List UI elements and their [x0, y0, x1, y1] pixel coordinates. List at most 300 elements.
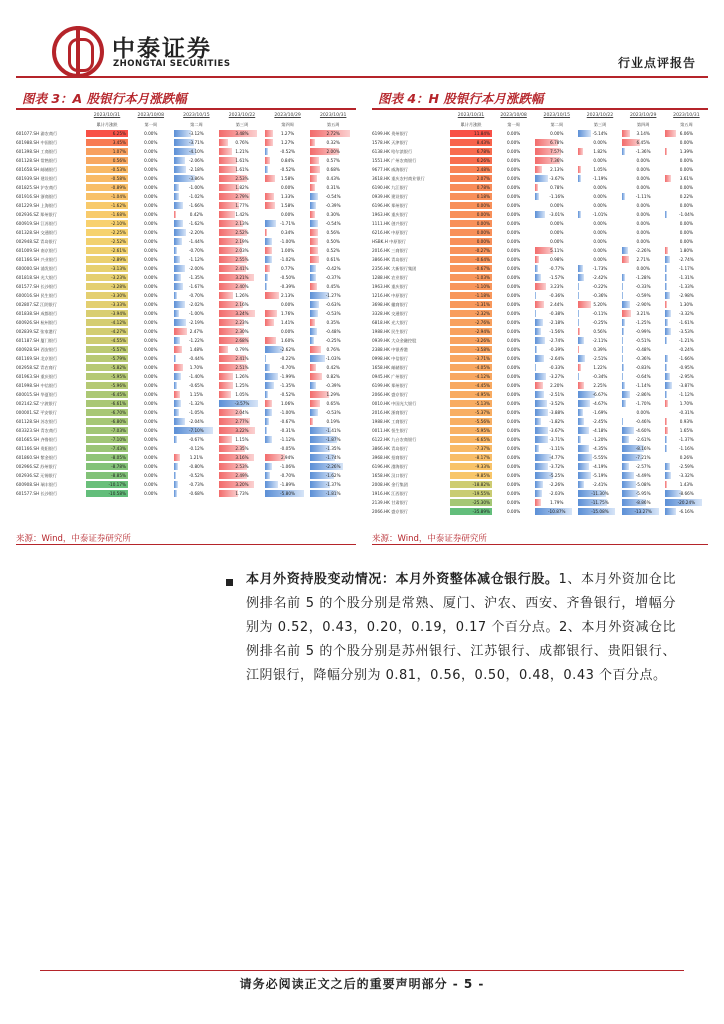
figure4-weekly-value: -2.51% [549, 392, 565, 397]
figure3-weekly-value: 0.00% [144, 428, 158, 433]
figure4-cumulative-value: -9.85% [450, 472, 492, 479]
figure3-weekly-value: 2.94% [280, 455, 295, 460]
figure4-weekly-value: -4.60% [635, 428, 651, 433]
figure3-table-row [16, 346, 356, 353]
figure4-weekly-value: 0.00% [506, 275, 521, 280]
figure4-weekly-value: 2.71% [636, 257, 650, 262]
figure3-cumulative-value: -4.12% [86, 319, 128, 326]
figure4-weekly-value: -1.28% [635, 275, 651, 280]
figure4-weekly-value: -8.16% [635, 446, 651, 451]
figure4-weekly-value: -3.52% [549, 401, 565, 406]
figure4-weekly-value: -3.71% [549, 437, 565, 442]
figure4-bank-name: 6196.HK 郑州银行 [372, 203, 408, 208]
figure4-bank-name: 1288.HK 农业银行 [372, 275, 408, 280]
figure3-weekly-value: 0.00% [144, 176, 158, 181]
figure3-weekly-value: -0.37% [325, 275, 341, 280]
figure4-weekly-value: 0.00% [506, 392, 521, 397]
figure3-weekly-value: -3.12% [188, 131, 204, 136]
figure4-weekly-value: 1.65% [679, 428, 694, 433]
figure4-weekly-value: -1.33% [678, 284, 694, 289]
figure3-weekly-value: -0.42% [325, 266, 341, 271]
figure3-weekly-value: -1.03% [325, 356, 341, 361]
figure4-table-row [372, 418, 708, 425]
figure4-weekly-value: 0.00% [506, 167, 521, 172]
figure3-weekly-value: 0.00% [144, 167, 158, 172]
bullet-square-icon [226, 579, 233, 586]
figure3-bank-name: 601577.SH 长沙银行 [16, 491, 58, 496]
figure4-date-label: 2023/10/08 [500, 113, 527, 118]
figure4-bank-name: 2008.HK 金行集团 [372, 482, 408, 487]
figure4-weekly-value: -15.08% [591, 509, 609, 514]
figure3-weekly-value: 0.00% [144, 257, 158, 262]
figure4-weekly-value: 2.25% [593, 383, 607, 388]
figure4-weekly-value: -0.39% [549, 347, 565, 352]
figure3-weekly-value: -3.86% [188, 176, 204, 181]
figure4-table-row [372, 355, 708, 362]
figure4-table-row [372, 400, 708, 407]
figure4-weekly-value: 0.00% [506, 185, 521, 190]
figure4-weekly-value: 0.00% [679, 230, 694, 235]
figure3-cumulative-value: -4.55% [86, 337, 128, 344]
figure3-bank-name: 600919.SH 江苏银行 [16, 221, 58, 226]
figure4-weekly-value: -4.77% [549, 455, 565, 460]
figure4-weekly-value: -0.36% [592, 293, 608, 298]
figure3-weekly-value: 2.35% [235, 446, 249, 451]
figure4-weekly-value: -5.55% [592, 455, 608, 460]
figure3-weekly-value: 0.00% [144, 131, 158, 136]
figure3-weekly-value: -1.12% [188, 257, 204, 262]
figure3-weekly-value: 2.79% [235, 194, 249, 199]
figure4-weekly-value: 0.00% [506, 311, 521, 316]
figure3-cumulative-value: -0.53% [86, 166, 128, 173]
figure4-column-header: 第二周 [550, 122, 564, 127]
figure3-weekly-value: 1.27% [280, 131, 295, 136]
figure3-bank-name: 601988.SH 中国银行 [16, 140, 58, 145]
figure4-weekly-value: -0.95% [678, 365, 694, 370]
figure4-cumulative-value: 0.00% [450, 220, 492, 227]
figure4-weekly-value: -2.42% [592, 275, 608, 280]
figure3-weekly-value: -0.67% [188, 437, 204, 442]
figure3-weekly-value: -3.57% [234, 401, 250, 406]
figure4-weekly-value: -1.37% [678, 437, 694, 442]
figure4-bank-name: 2388.HK 中银香港 [372, 347, 408, 352]
figure3-weekly-value: 0.00% [144, 239, 158, 244]
figure4-weekly-value: 0.00% [679, 158, 694, 163]
figure3-cumulative-value: -6.61% [86, 400, 128, 407]
figure4-weekly-value: 0.00% [506, 482, 521, 487]
figure4-table-row [372, 247, 708, 254]
figure3-weekly-value: 1.76% [280, 311, 295, 316]
figure3-weekly-value: -0.52% [280, 167, 295, 172]
figure4-weekly-value: 0.00% [550, 239, 564, 244]
figure4-table-row [372, 463, 708, 470]
figure4-table-row [372, 310, 708, 317]
figure3-weekly-value: 0.00% [144, 302, 158, 307]
figure4-cumulative-value: 0.00% [450, 211, 492, 218]
figure4-weekly-value: 3.14% [636, 131, 650, 136]
figure3-weekly-value: 2.52% [235, 230, 249, 235]
figure4-cumulative-value: 6.26% [450, 157, 492, 164]
figure4-cumulative-value: -0.27% [450, 247, 492, 254]
figure3-weekly-value: -1.00% [188, 185, 204, 190]
figure4-weekly-value: 5.20% [593, 302, 607, 307]
figure3-bank-name: 002807.SZ 江阴银行 [16, 302, 57, 307]
figure3-weekly-value: -1.37% [325, 482, 341, 487]
figure4-bank-name: 3328.HK 交通银行 [372, 311, 408, 316]
figure3-weekly-value: -1.06% [280, 464, 295, 469]
figure3-table-row [16, 247, 356, 254]
figure4-weekly-value: 1.82% [593, 149, 607, 154]
figure4-cumulative-value: -2.94% [450, 328, 492, 335]
figure3-weekly-value: 1.00% [280, 248, 295, 253]
figure4-bank-name: 1963.HK 重庆银行 [372, 212, 408, 217]
figure3-weekly-value: 1.41% [280, 320, 295, 325]
figure3-bank-name: 600928.SH 西安银行 [16, 347, 58, 352]
figure4-weekly-value: -2.98% [678, 293, 694, 298]
figure4-cumulative-value: -18.82% [450, 481, 492, 488]
figure4-weekly-value: 6.06% [679, 131, 694, 136]
figure3-weekly-value: 0.00% [144, 230, 158, 235]
figure3-weekly-value: 3.48% [235, 131, 249, 136]
figure4-bank-name: 1216.HK 中原银行 [372, 293, 408, 298]
figure3-weekly-value: 0.50% [326, 239, 340, 244]
figure3-weekly-value: -0.54% [325, 221, 341, 226]
figure3-weekly-value: 0.00% [280, 212, 295, 217]
figure4-bank-name: 6196.HK 渤海银行 [372, 464, 408, 469]
figure3-weekly-value: -0.70% [280, 365, 295, 370]
figure4-cumulative-value: 2.48% [450, 166, 492, 173]
figure4-bank-name: 0998.HK 中信银行 [372, 356, 408, 361]
figure3-table-row [16, 148, 356, 155]
figure4-weekly-value: 0.00% [506, 347, 521, 352]
figure4-bank-name: 3866.HK 青岛银行 [372, 257, 408, 262]
figure3-bank-name: 601077.SH 渝农商行 [16, 131, 58, 136]
figure3-weekly-value: 0.45% [326, 284, 340, 289]
figure4-weekly-value: 0.00% [506, 383, 521, 388]
figure3-cumulative-value: -4.27% [86, 328, 128, 335]
figure4-weekly-value: 0.00% [506, 140, 521, 145]
figure4-table-row [372, 139, 708, 146]
figure3-table-row [16, 211, 356, 218]
brand-name-en: ZHONGTAI SECURITIES [113, 59, 231, 69]
figure4-weekly-value: -3.01% [549, 212, 565, 217]
figure3-weekly-value: 2.53% [235, 176, 249, 181]
figure3-table-row [16, 409, 356, 416]
figure3-weekly-value: 0.00% [144, 275, 158, 280]
figure3-weekly-value: 0.00% [144, 356, 158, 361]
figure3-table-row [16, 256, 356, 263]
figure3-weekly-value: 0.56% [326, 230, 340, 235]
figure3-weekly-value: -0.25% [325, 338, 341, 343]
paragraph-body: 1、本月外资加仓比例排名前 5 的个股分别是常熟、厦门、沪农、西安、齐鲁银行，增幅分别为 0.52，0.43，0.20，0.19，0.17 个百分点。2、本月外资减仓比例排名前 5 的个股分别是苏州银行、江苏银行、成都银行、贵阳银行、江阴银行，降幅分别为 0.81，0.56，0.50，0.48，0.43 个百分点。 [246, 572, 676, 683]
figure4-weekly-value: -2.59% [678, 464, 694, 469]
figure4-weekly-value: -0.77% [549, 266, 565, 271]
figure3-column-header: 第五周 [326, 122, 340, 127]
footer-disclaimer: 请务必阅读正文之后的重要声明部分 - 5 - [239, 977, 485, 991]
figure4-weekly-value: 0.00% [550, 203, 564, 208]
figure4-weekly-value: 0.00% [506, 284, 521, 289]
figure3-weekly-value: 3.16% [235, 455, 249, 460]
figure4-weekly-value: 0.00% [593, 248, 607, 253]
figure3-table-row [16, 382, 356, 389]
figure3-weekly-value: 2.04% [235, 410, 249, 415]
figure3-weekly-value: 0.00% [144, 140, 158, 145]
figure3-weekly-value: -0.67% [280, 419, 295, 424]
figure3-weekly-value: 0.52% [326, 248, 340, 253]
figure4-table-row [372, 274, 708, 281]
figure3-weekly-value: -0.70% [188, 248, 204, 253]
figure4-cumulative-value: 6.78% [450, 148, 492, 155]
figure4-table-row [372, 265, 708, 272]
figure3-table-row [16, 355, 356, 362]
figure3-weekly-value: -0.44% [188, 356, 204, 361]
figure4-weekly-value: -0.99% [635, 329, 651, 334]
figure3-weekly-value: -0.12% [188, 446, 204, 451]
figure4-date-label: 2023/10/31 [673, 113, 700, 118]
figure4-weekly-value: -2.11% [592, 338, 608, 343]
figure3-cumulative-value: -7.10% [86, 436, 128, 443]
figure4-weekly-value: -0.33% [549, 365, 565, 370]
figure4-weekly-value: -1.31% [678, 275, 694, 280]
footer-divider [40, 970, 684, 971]
figure4-bank-name: 0945.HK 广州银行 [372, 374, 408, 379]
figure3-weekly-value: 0.00% [144, 320, 158, 325]
figure3-weekly-value: -0.68% [188, 491, 204, 496]
figure3-cumulative-value: -1.04% [86, 193, 128, 200]
figure3-weekly-value: -0.50% [280, 275, 295, 280]
figure3-weekly-value: 0.00% [144, 149, 158, 154]
figure4-weekly-value: 1.80% [679, 248, 694, 253]
figure4-weekly-value: -2.95% [678, 374, 694, 379]
figure3-cumulative-value: -8.78% [86, 463, 128, 470]
figure4-weekly-value: 6.45% [636, 140, 650, 145]
figure3-weekly-value: -1.00% [280, 239, 295, 244]
figure4-weekly-value: 3.21% [636, 311, 650, 316]
figure4-bank-name: 6199.HK 贵州银行 [372, 131, 408, 136]
figure4-weekly-value: -5.08% [635, 482, 651, 487]
figure3-weekly-value: 2.40% [235, 284, 249, 289]
figure4-weekly-value: 3.61% [679, 176, 694, 181]
figure4-weekly-value: 0.00% [506, 302, 521, 307]
figure4-weekly-value: -0.11% [592, 311, 608, 316]
figure4-weekly-value: -3.72% [549, 464, 565, 469]
figure4-weekly-value: -0.64% [635, 374, 651, 379]
figure4-weekly-value: -0.51% [635, 338, 651, 343]
figure3-weekly-value: 0.00% [144, 284, 158, 289]
figure4-weekly-value: 0.00% [506, 248, 521, 253]
figure4-weekly-value: 6.78% [550, 140, 564, 145]
figure3-table-row [16, 319, 356, 326]
figure4-date-label: 2023/10/22 [586, 113, 614, 118]
figure3-bank-name: 601169.SH 北京银行 [16, 356, 58, 361]
figure3-table-row [16, 175, 356, 182]
figure3-weekly-value: -7.10% [188, 428, 204, 433]
figure4-weekly-value: 0.00% [506, 410, 521, 415]
figure4-weekly-value: -2.18% [549, 320, 565, 325]
figure4-table-row [372, 292, 708, 299]
figure3-table-row [16, 202, 356, 209]
figure4-cumulative-value: -8.17% [450, 454, 492, 461]
figure3-weekly-value: 1.26% [235, 374, 249, 379]
figure3-weekly-value: -1.99% [280, 374, 295, 379]
figure4-table-row [372, 373, 708, 380]
figure4-weekly-value: 0.00% [506, 446, 521, 451]
figure3-weekly-value: 2.68% [235, 338, 249, 343]
figure4-cumulative-value: -3.71% [450, 355, 492, 362]
figure4-weekly-value: 0.22% [679, 194, 694, 199]
figure4-table-row [372, 148, 708, 155]
figure3-weekly-value: -0.80% [188, 464, 204, 469]
figure4-weekly-value: 0.00% [506, 203, 521, 208]
figure4-bank-name: 0011.HK 恒生银行 [372, 428, 408, 433]
figure4-weekly-value: -0.59% [635, 293, 651, 298]
figure4-table-row [372, 337, 708, 344]
figure3-cumulative-value: -1.62% [86, 202, 128, 209]
figure4-weekly-value: -11.75% [591, 500, 609, 505]
figure4-table [372, 112, 708, 526]
figure3-weekly-value: 0.76% [235, 140, 249, 145]
figure3-date-label: 2023/10/08 [137, 113, 165, 118]
figure3-weekly-value: -0.39% [280, 284, 295, 289]
figure4-cumulative-value: -19.55% [450, 490, 492, 497]
figure3-weekly-value: 1.26% [235, 293, 249, 298]
figure3-weekly-value: -0.52% [280, 392, 295, 397]
figure3-weekly-value: 2.19% [235, 239, 249, 244]
figure3-cumulative-value: -10.58% [86, 490, 128, 497]
figure3-table-row [16, 139, 356, 146]
figure3-cumulative-value: 0.56% [86, 157, 128, 164]
figure3-weekly-value: 0.00% [280, 185, 295, 190]
figure3-table-row [16, 157, 356, 164]
figure4-weekly-value: 2.13% [550, 167, 564, 172]
figure3-weekly-value: 1.70% [189, 365, 204, 370]
figure4-bank-name: 3618.HK 重庆农村商业银行 [372, 176, 425, 181]
figure3-weekly-value: -2.02% [188, 302, 204, 307]
figure3-table-row [16, 445, 356, 452]
figure4-column-header: 第四周 [636, 122, 650, 127]
figure3-table-row [16, 130, 356, 137]
figure4-weekly-value: -6.16% [678, 509, 694, 514]
figure3-weekly-value: 1.58% [280, 176, 295, 181]
figure4-bank-name: 2356.HK 大新银行集团 [372, 266, 417, 271]
figure4-table-row [372, 301, 708, 308]
figure3-bank-name: 601939.SH 建设银行 [16, 176, 58, 181]
figure3-weekly-value: 1.77% [235, 203, 249, 208]
figure4-table-row [372, 319, 708, 326]
figure3-bank-name: 600015.SH 华夏银行 [16, 392, 58, 397]
figure4-weekly-value: -7.21% [635, 455, 651, 460]
figure3-weekly-value: 0.57% [326, 158, 340, 163]
figure3-weekly-value: 1.33% [280, 194, 295, 199]
figure3-weekly-value: -5.80% [280, 491, 295, 496]
figure3-column-header: 第四周 [281, 122, 294, 127]
figure4-cumulative-value: 0.00% [450, 202, 492, 209]
figure3-weekly-value: 0.76% [326, 347, 340, 352]
figure3-weekly-value: 0.68% [326, 167, 340, 172]
figure4-weekly-value: -4.35% [592, 446, 608, 451]
figure3-table-row [16, 400, 356, 407]
figure3-weekly-value: 0.42% [189, 212, 204, 217]
figure4-weekly-value: -0.24% [678, 347, 694, 352]
figure3-weekly-value: 2.55% [235, 257, 249, 262]
figure4-weekly-value: -0.34% [592, 374, 608, 379]
figure3-table-row [16, 238, 356, 245]
figure4-cumulative-value: -4.95% [450, 391, 492, 398]
figure3-weekly-value: 0.65% [326, 401, 340, 406]
figure4-weekly-value: 0.00% [679, 167, 694, 172]
figure4-cumulative-value: -3.58% [450, 346, 492, 353]
figure3-weekly-value: 0.00% [280, 302, 295, 307]
figure3-cumulative-value: -6.45% [86, 391, 128, 398]
figure3-bank-name: 601818.SH 光大银行 [16, 275, 58, 280]
figure3-bank-name: 002936.SZ 无锡银行 [16, 473, 57, 478]
figure4-weekly-value: -2.03% [549, 491, 565, 496]
figure3-weekly-value: 0.00% [144, 338, 158, 343]
figure3-weekly-value: 1.21% [235, 149, 249, 154]
figure4-weekly-value: 0.00% [593, 221, 607, 226]
figure4-bank-name: 2066.HK 盛京银行 [372, 392, 408, 397]
figure3-bank-name: 601187.SH 厦门银行 [16, 338, 58, 343]
figure3-bank-name: 601009.SH 南京银行 [16, 248, 58, 253]
figure3-bank-name: 002142.SZ 宁波银行 [16, 401, 57, 406]
figure4-weekly-value: -3.32% [678, 311, 694, 316]
figure3-bank-name: 601398.SH 工商银行 [16, 149, 58, 154]
figure3-weekly-value: 1.15% [235, 437, 249, 442]
figure3-weekly-value: -1.35% [280, 383, 295, 388]
figure4-table-row [372, 445, 708, 452]
figure3-table [16, 112, 356, 526]
figure4-bank-name: 2016.HK 三商银行 [372, 248, 408, 253]
figure4-table-row [372, 238, 708, 245]
figure3-weekly-value: 1.42% [235, 212, 249, 217]
figure4-weekly-value: -2.57% [635, 464, 651, 469]
figure4-column-header: 第五周 [680, 122, 693, 127]
figure3-weekly-value: -3.71% [188, 140, 204, 145]
figure3-cumulative-value: -1.68% [86, 211, 128, 218]
paragraph-lead: 本月外资持股变动情况：本月外资整体减仓银行股。 [246, 572, 559, 587]
figure4-bank-name: 1578.HK 天津银行 [372, 140, 408, 145]
figure3-table-row [16, 283, 356, 290]
figure4-weekly-value: 0.00% [506, 500, 521, 505]
figure3-table-row [16, 418, 356, 425]
figure3-date-label: 2023/10/31 [319, 113, 347, 118]
figure4-weekly-value: 0.00% [506, 455, 521, 460]
figure3-bank-name: 601166.SH 兴业银行 [16, 257, 58, 262]
figure4-weekly-value: 0.00% [636, 203, 650, 208]
figure3-weekly-value: 0.00% [144, 365, 158, 370]
figure3-cumulative-value: -2.10% [86, 220, 128, 227]
figure3-date-label: 2023/10/29 [274, 113, 301, 118]
figure3-weekly-value: -2.18% [188, 167, 204, 172]
figure3-weekly-value: 1.61% [235, 167, 249, 172]
figure4-weekly-value: -1.17% [678, 266, 694, 271]
figure4-source-divider [372, 544, 708, 545]
figure4-date-label: 2023/10/15 [543, 113, 571, 118]
figure3-weekly-value: -1.12% [280, 437, 295, 442]
figure4-cumulative-value: 2.07% [450, 175, 492, 182]
figure3-weekly-value: 0.00% [144, 455, 158, 460]
figure4-weekly-value: -3.27% [549, 374, 565, 379]
figure4-weekly-value: 0.56% [593, 329, 607, 334]
figure3-weekly-value: 0.77% [280, 266, 295, 271]
figure3-table-row [16, 265, 356, 272]
figure4-table-row [372, 346, 708, 353]
figure4-cumulative-value: -5.56% [450, 418, 492, 425]
figure4-weekly-value: 0.00% [506, 464, 521, 469]
figure4-cumulative-value: 0.78% [450, 184, 492, 191]
brand-name-cn: 中泰证券 [112, 36, 212, 62]
figure4-bank-name: 1988.HK 民生银行 [372, 329, 408, 334]
